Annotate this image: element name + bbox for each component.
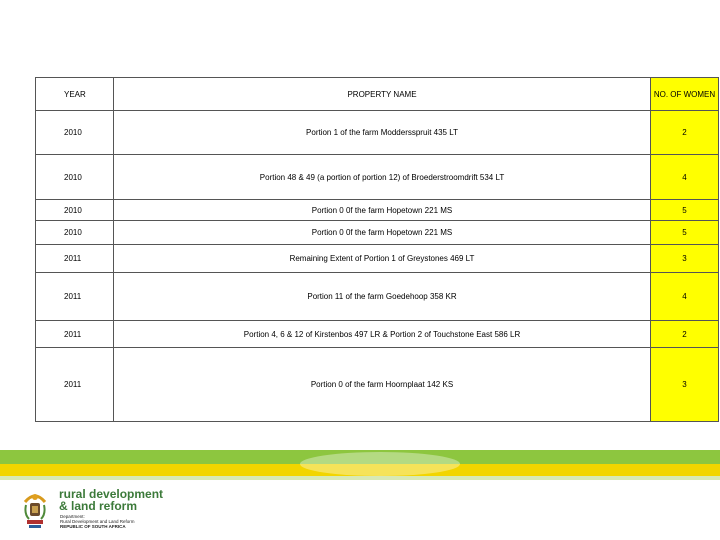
department-label: Department: <box>60 514 85 519</box>
table-row <box>36 111 719 155</box>
cell-year: 2011 <box>36 245 114 273</box>
cell-year: 2010 <box>36 200 114 221</box>
brand-line-2: & land reform <box>59 499 138 513</box>
cell-year: 2011 <box>36 273 114 321</box>
header-property-name: PROPERTY NAME <box>114 78 651 111</box>
cell-property: Portion 0 0f the farm Hopetown 221 MS <box>114 221 651 245</box>
country-name: REPUBLIC OF SOUTH AFRICA <box>60 524 126 529</box>
cell-women: 3 <box>651 348 719 422</box>
table-row <box>36 321 719 348</box>
cell-women: 5 <box>651 221 719 245</box>
department-name: Rural Development and Land Reform <box>60 519 135 524</box>
table-row <box>36 245 719 273</box>
cell-property: Portion 0 of the farm Hoornplaat 142 KS <box>114 348 651 422</box>
cell-property: Portion 1 of the farm Moddersspruit 435 LT <box>114 111 651 155</box>
cell-women: 4 <box>651 273 719 321</box>
cell-year: 2010 <box>36 155 114 200</box>
table-row <box>36 348 719 422</box>
brand-line-1: rural development <box>59 487 164 501</box>
table-header-row <box>36 78 719 111</box>
cell-property: Portion 48 & 49 (a portion of portion 12) of Broederstroomdrift 534 LT <box>114 155 651 200</box>
coat-of-arms-icon <box>22 488 48 530</box>
table-row <box>36 221 719 245</box>
cell-women: 5 <box>651 200 719 221</box>
cell-women: 4 <box>651 155 719 200</box>
department-text <box>60 514 135 529</box>
cell-year: 2010 <box>36 111 114 155</box>
table-row <box>36 273 719 321</box>
cell-women: 3 <box>651 245 719 273</box>
footer-light-band <box>0 476 720 480</box>
footer-wave-highlight <box>300 452 460 476</box>
cell-year: 2011 <box>36 321 114 348</box>
cell-property: Remaining Extent of Portion 1 of Greystones 469 LT <box>114 245 651 273</box>
cell-year: 2011 <box>36 348 114 422</box>
table-row <box>36 155 719 200</box>
cell-property: Portion 0 0f the farm Hopetown 221 MS <box>114 200 651 221</box>
cell-property: Portion 4, 6 & 12 of Kirstenbos 497 LR & Portion 2 of Touchstone East 586 LR <box>114 321 651 348</box>
women-property-table <box>35 77 719 422</box>
table-row <box>36 200 719 221</box>
header-no-of-women: NO. OF WOMEN <box>651 78 719 111</box>
header-year: YEAR <box>36 78 114 111</box>
cell-property: Portion 11 of the farm Goedehoop 358 KR <box>114 273 651 321</box>
cell-women: 2 <box>651 111 719 155</box>
cell-year: 2010 <box>36 221 114 245</box>
cell-women: 2 <box>651 321 719 348</box>
